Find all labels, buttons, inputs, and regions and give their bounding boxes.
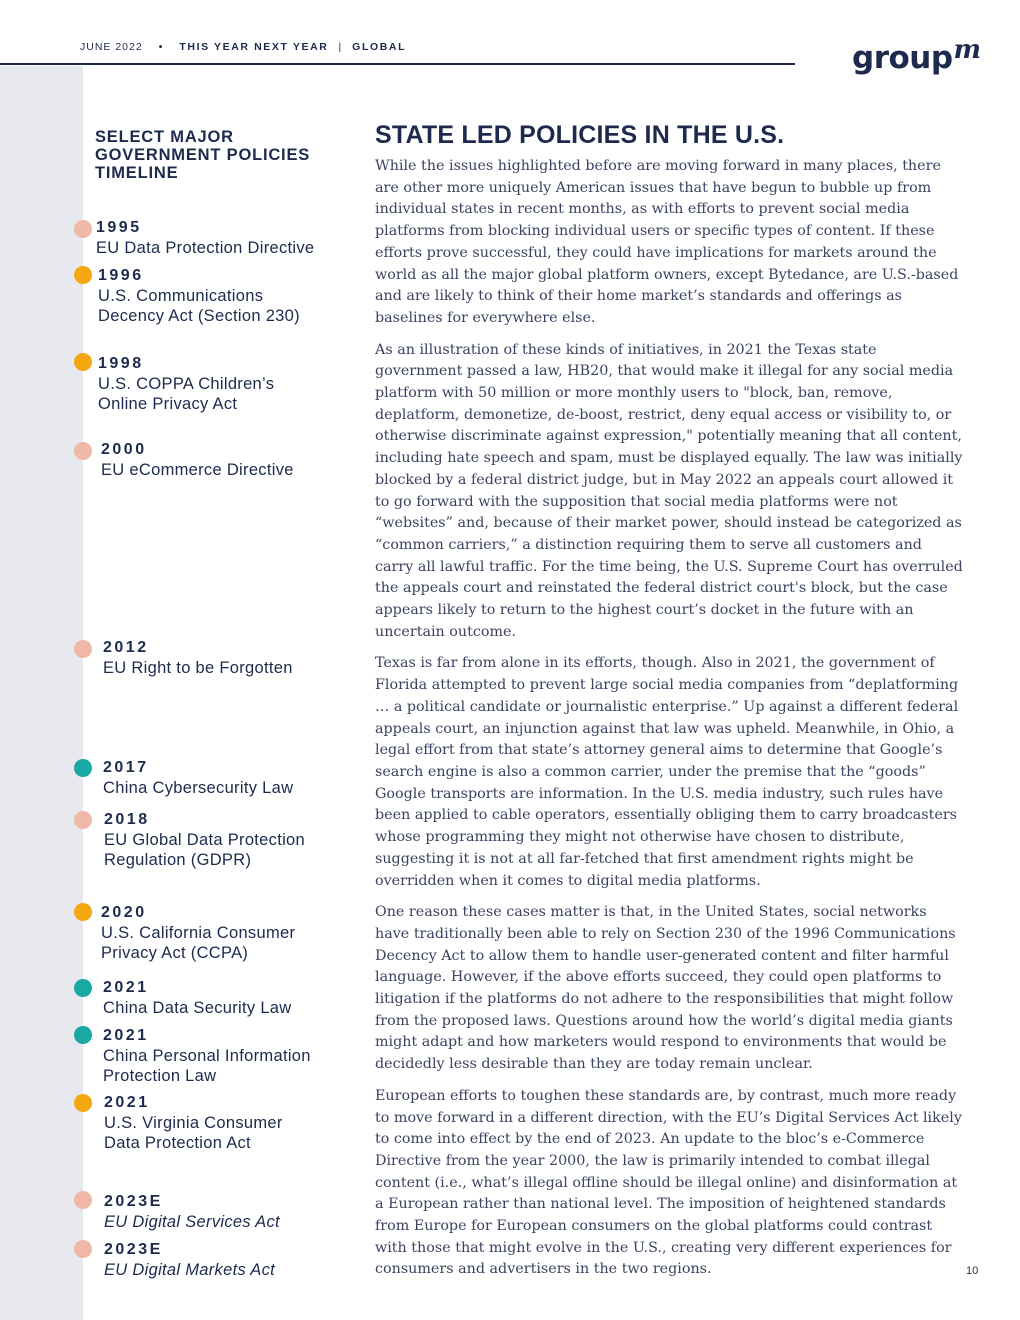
page-header [80,39,406,55]
header-separator: • [158,41,164,53]
timeline-dot-icon [74,759,92,777]
timeline-dot-icon [74,1026,92,1044]
timeline-desc: China Personal Information Protection Law [103,1047,311,1085]
timeline-desc: EU Global Data Protection Regulation (GDPR) [104,831,306,869]
timeline-dot-icon [74,979,92,997]
timeline-item [98,266,333,326]
timeline-item [104,1093,314,1153]
article-body [375,156,963,1291]
timeline-dot-icon [74,1094,92,1112]
header-rule [0,63,795,65]
timeline-year: 1998 [98,355,144,372]
timeline-desc: China Data Security Law [103,999,292,1017]
timeline-year: 2018 [104,811,150,828]
article-paragraph: While the issues highlighted before are moving forward in many places, there are other more uniquely American issues that have begun to bubble up from individual states in recent months, as with efforts to prevent social media platforms from blocking individual users or specific types of content. If these efforts prove successful, they could have implications for markets around the world as all the major global platform owners, except Bytedance, are U.S.-based and are likely to think of their home market’s standards and offerings as baselines for everywhere else. [375,158,959,326]
timeline-dot-icon [74,266,92,284]
timeline-year: 2021 [103,979,149,996]
header-divider: | [338,41,343,53]
logo-suffix: m [953,35,981,65]
timeline-item [104,1240,364,1280]
timeline-year: 1996 [98,267,144,284]
article-paragraph: European efforts to toughen these standards are, by contrast, much more ready to move forward in a different direction, with the EU’s Digital Services Act likely to come into effect by the end of 2023. An update to the bloc’s e-Commerce Directive from the year 2000, the law is primarily intended to combat illegal content (i.e., what’s illegal offline should be illegal online) and disinformation at a European rather than national level. The imposition of heightened standards from Europe for European consumers on the global platforms could contrast with those that might evolve in the U.S., creating very different experiences for consumers and advertisers in the two regions. [375,1087,962,1278]
article-paragraph: One reason these cases matter is that, in the United States, social networks have traditionally been able to rely on Section 230 of the 1996 Communications Decency Act to allow them to handle user-generated content and filter harmful language. However, if the above efforts succeed, they could open platforms to litigation if the platforms do not adhere to the responsibilities that might follow from the proposed laws. Questions around how the world’s digital media giants might adapt and how marketers would respond to environments that would be decidedly less desirable than they are today remain unclear. [375,904,956,1073]
article-paragraph: As an illustration of these kinds of initiatives, in 2021 the Texas state government passed a law, HB20, that would make it illegal for any social media platform with 50 million or more monthly users to "block, ban, remove, deplatform, demonetize, de-boost, restrict, deny equal access or visibility to, or otherwise discriminate against expression," potentially meaning that all content, including hate speech and spam, must be displayed equally. The law was initially blocked by a federal district judge, but in May 2022 an appeals court allowed it to go forward with the supposition that social media platforms were not “websites” and, because of their market power, should instead be categorized as “common carriers,” a distinction requiring them to serve all customers and carry all lawful traffic. For the time being, the U.S. Supreme Court has overruled the appeals court and reinstated the federal district court's block, but the case appears likely to return to the highest court’s docket in the future with an uncertain outcome. [375,341,963,640]
timeline-item [103,758,363,798]
timeline-item [101,903,326,963]
timeline-title: SELECT MAJOR GOVERNMENT POLICIES TIMELINE [95,128,311,182]
timeline-desc: EU Right to be Forgotten [103,659,293,677]
timeline-dot-icon [74,1191,92,1209]
header-region: GLOBAL [352,41,407,53]
timeline-item [101,440,361,480]
article-paragraph: Texas is far from alone in its efforts, though. Also in 2021, the government of Florida attempted to prevent large social media companies from “deplatforming … a political candidate or journalistic enterprise.” Up against a different federal appeals court, an injunction against that law was upheld. Meanwhile, in Ohio, a legal effort from that state’s attorney general aims to determine that Google’s search engine is also a common carrier, under the premise that the “goods” Google transports are information. In the U.S. media industry, such rules have been applied to cable operators, essentially obliging them to carry broadcasters whose programming they might not otherwise have chosen to distribute, suggesting it is not at all far-fetched that first amendment rights might be overridden when it comes to digital media platforms. [375,655,959,889]
timeline-desc: U.S. Virginia Consumer Data Protection Act [104,1114,283,1152]
timeline-dot-icon [74,811,92,829]
timeline-desc: U.S. Communications Decency Act (Section 230) [98,287,300,325]
timeline-desc: China Cybersecurity Law [103,779,294,797]
header-publication: THIS YEAR NEXT YEAR [179,41,329,53]
timeline-dot-icon [74,220,92,238]
timeline-dot-icon [74,903,92,921]
timeline-year: 2021 [103,1027,149,1044]
groupm-logo [852,35,981,76]
timeline-dot-icon [74,442,92,460]
timeline-desc: U.S. California Consumer Privacy Act (CCPA) [101,924,296,962]
timeline-year: 2021 [104,1094,150,1111]
timeline-year: 2023E [104,1241,163,1258]
timeline-desc: EU Data Protection Directive [96,239,315,257]
timeline-year: 2023E [104,1193,163,1210]
timeline-dot-icon [74,1240,92,1258]
timeline-dot-icon [74,640,92,658]
timeline-item [103,1026,348,1086]
timeline-desc: U.S. COPPA Children’s Online Privacy Act [98,375,275,413]
page-number: 10 [966,1265,979,1277]
timeline-desc: EU Digital Services Act [104,1213,280,1231]
timeline-year: 1995 [96,219,142,236]
timeline-year: 2012 [103,639,149,656]
timeline-year: 2000 [101,441,147,458]
timeline-item [103,638,363,678]
timeline-item [104,810,329,870]
timeline-desc: EU eCommerce Directive [101,461,294,479]
timeline-desc: EU Digital Markets Act [104,1261,276,1279]
timeline-item [96,218,356,258]
timeline-year: 2020 [101,904,147,921]
timeline-year: 2017 [103,759,149,776]
timeline-dot-icon [74,353,92,371]
logo-text: group [852,40,953,76]
sidebar-band [0,66,83,1320]
header-date: JUNE 2022 [80,41,143,53]
article-title: STATE LED POLICIES IN THE U.S. [375,121,785,149]
timeline-item [98,354,298,414]
timeline-item [104,1192,364,1232]
timeline-item [103,978,363,1018]
